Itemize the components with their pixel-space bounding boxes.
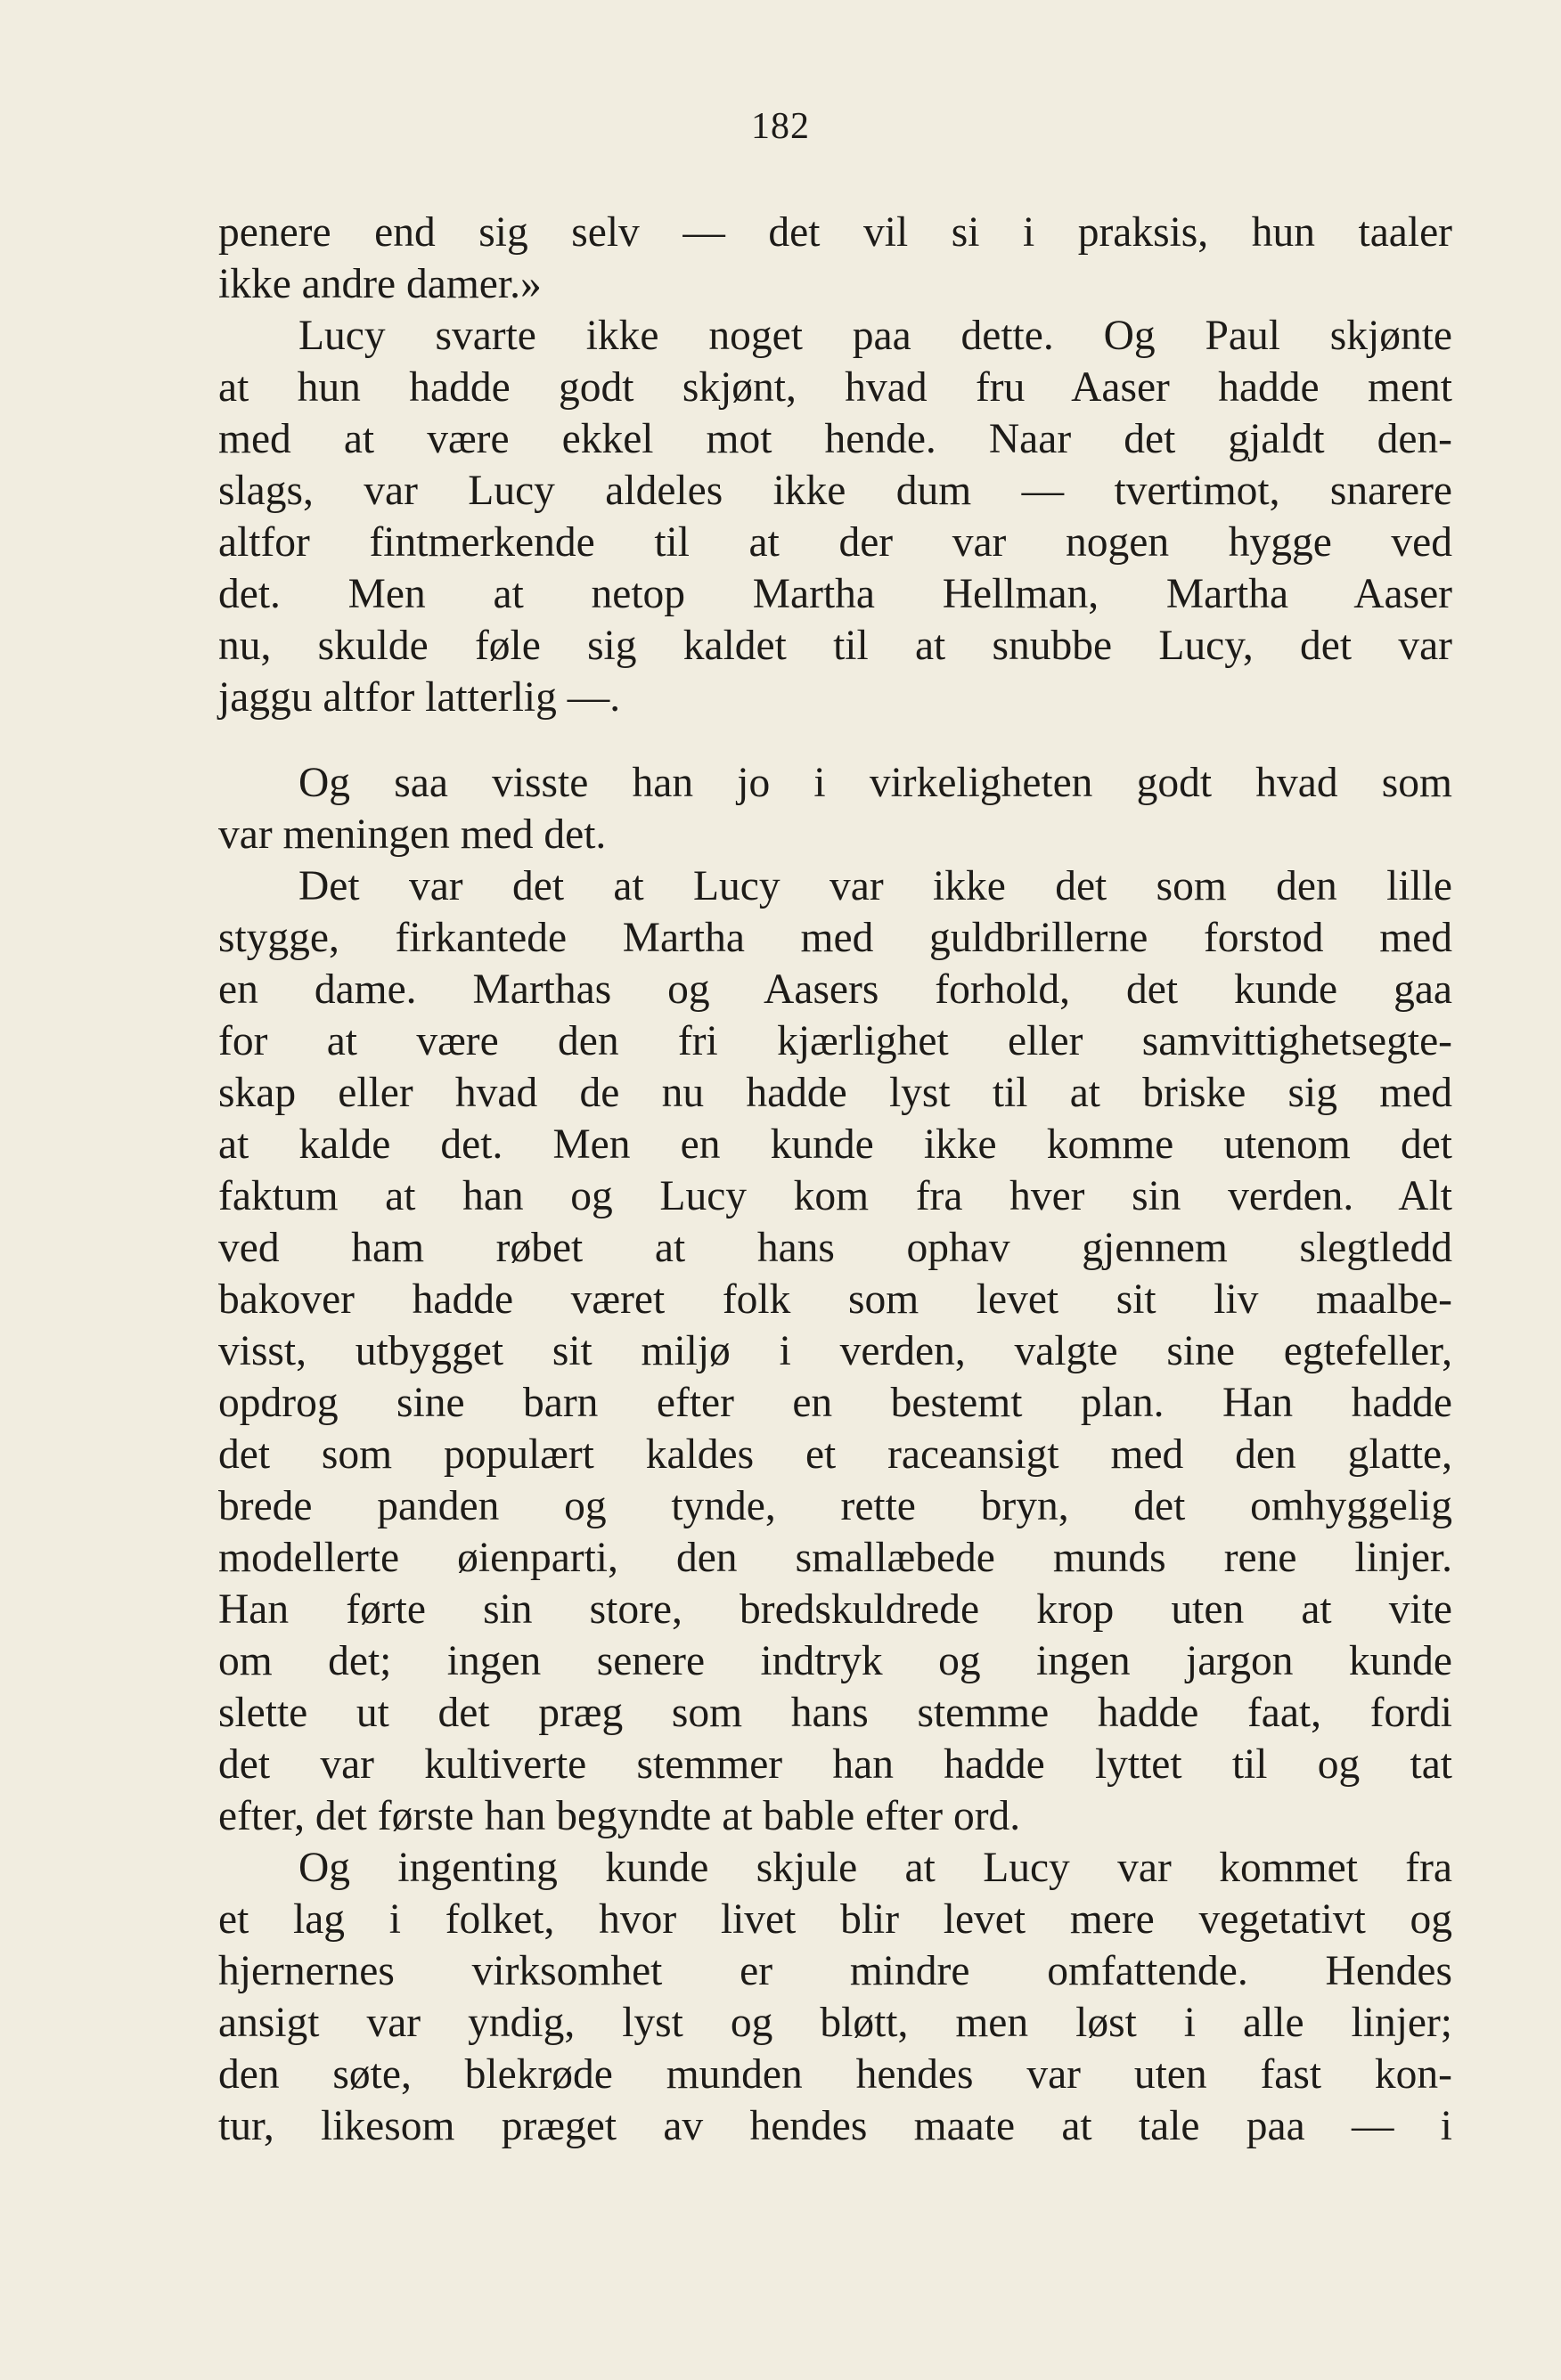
text-line: at hun hadde godt skjønt, hvad fru Aaser hadde ment <box>218 364 1452 411</box>
text-line: bakover hadde været folk som levet sit liv maalbe- <box>218 1276 1452 1323</box>
text-line: efter, det første han begyndte at bable efter ord. <box>218 1793 1021 1839</box>
text-line: stygge, firkantede Martha med guldbrillerne forstod med <box>218 915 1452 961</box>
text-line: det. Men at netop Martha Hellman, Martha Aaser <box>218 571 1452 617</box>
paragraph-2 <box>218 310 1452 723</box>
text-line: et lag i folket, hvor livet blir levet mere vegetativt og <box>218 1896 1452 1943</box>
text-line: altfor fintmerkende til at der var nogen hygge ved <box>218 519 1452 566</box>
text-line: Det var det at Lucy var ikke det som den lille <box>298 863 1452 909</box>
text-line: modellerte øienparti, den smallæbede munds rene linjer. <box>218 1535 1452 1581</box>
text-line: slags, var Lucy aldeles ikke dum — tvertimot, snarere <box>218 468 1452 514</box>
text-line: faktum at han og Lucy kom fra hver sin verden. Alt <box>218 1173 1452 1219</box>
text-line: ansigt var yndig, lyst og bløtt, men løst i alle linjer; <box>218 2000 1452 2046</box>
text-line: opdrog sine barn efter en bestemt plan. Han hadde <box>218 1380 1452 1426</box>
text-line: den søte, blekrøde munden hendes var uten fast kon- <box>218 2051 1452 2098</box>
text-line: ved ham røbet at hans ophav gjennem slegtledd <box>218 1225 1452 1271</box>
text-line: nu, skulde føle sig kaldet til at snubbe Lucy, det var <box>218 623 1452 669</box>
text-line: Og ingenting kunde skjule at Lucy var kommet fra <box>298 1845 1452 1891</box>
page-number: 182 <box>751 106 810 147</box>
text-line: det som populært kaldes et raceansigt med den glatte, <box>218 1431 1452 1478</box>
page-text <box>218 207 1452 2152</box>
text-line: penere end sig selv — det vil si i praksis, hun taaler <box>218 209 1452 256</box>
paragraph-3 <box>218 757 1452 860</box>
text-line: Han førte sin store, bredskuldrede krop uten at vite <box>218 1586 1452 1633</box>
section-gap <box>218 723 1452 757</box>
text-line: det var kultiverte stemmer han hadde lyttet til og tat <box>218 1741 1452 1788</box>
text-line: med at være ekkel mot hende. Naar det gjaldt den- <box>218 416 1452 462</box>
text-line: ikke andre damer.» <box>218 261 542 307</box>
paragraph-1 <box>218 207 1452 310</box>
text-line: visst, utbygget sit miljø i verden, valgte sine egtefeller, <box>218 1328 1452 1374</box>
paragraph-5 <box>218 1842 1452 2152</box>
text-line: slette ut det præg som hans stemme hadde faat, fordi <box>218 1690 1452 1736</box>
text-line: for at være den fri kjærlighet eller samvittighetsegte- <box>218 1018 1452 1064</box>
text-line: Lucy svarte ikke noget paa dette. Og Paul skjønte <box>298 313 1452 359</box>
text-line: jaggu altfor latterlig —. <box>218 674 621 721</box>
text-line: Og saa visste han jo i virkeligheten godt hvad som <box>298 760 1452 806</box>
text-line: brede panden og tynde, rette bryn, det omhyggelig <box>218 1483 1452 1529</box>
text-line: var meningen med det. <box>218 811 607 858</box>
paragraph-4 <box>218 860 1452 1842</box>
text-line: hjernernes virksomhet er mindre omfattende. Hendes <box>218 1948 1452 1994</box>
text-line: at kalde det. Men en kunde ikke komme utenom det <box>218 1121 1452 1168</box>
text-line: om det; ingen senere indtryk og ingen jargon kunde <box>218 1638 1452 1684</box>
text-line: skap eller hvad de nu hadde lyst til at briske sig med <box>218 1070 1452 1116</box>
text-line: en dame. Marthas og Aasers forhold, det kunde gaa <box>218 966 1452 1013</box>
text-line: tur, likesom præget av hendes maate at tale paa — i <box>218 2103 1452 2149</box>
